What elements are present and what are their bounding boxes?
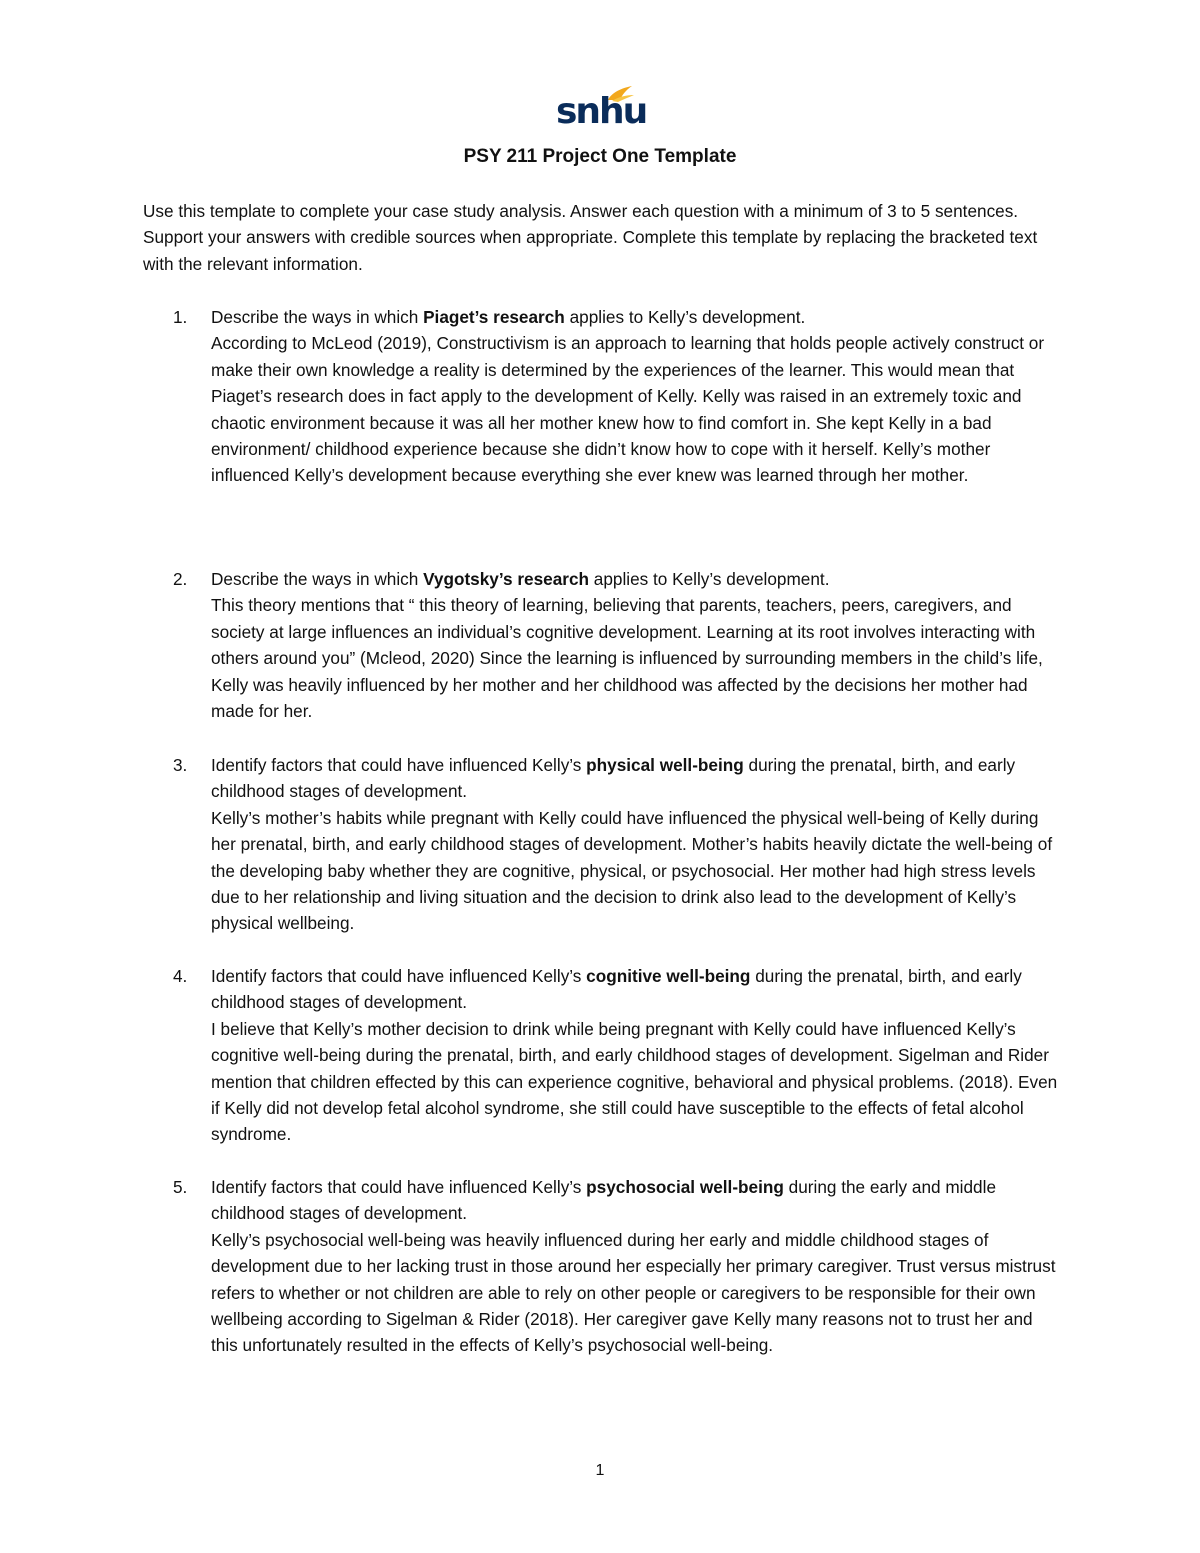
question-number: 5. xyxy=(173,1177,188,1197)
question-answer: This theory mentions that “ this theory of learning, believing that parents, teachers, peers, caregivers, and society at large influences an individual’s cognitive development. Learning at its root involves interacting with others around you” (Mcleod, 2020) Since the learning is influenced by surrounding members in the child’s life, Kelly was heavily influenced by her mother and her childhood was affected by the decisions her mother had made for her. xyxy=(211,595,1043,722)
question-prompt: Identify factors that could have influenced Kelly’s cognitive well-being during the prenatal, birth, and early childhood stages of development. xyxy=(211,966,1022,1013)
question-prompt: Identify factors that could have influenced Kelly’s psychosocial well-being during the early and middle childhood stages of development. xyxy=(211,1177,996,1224)
question-number: 3. xyxy=(173,755,188,775)
logo-wordmark: snhu xyxy=(556,91,647,132)
snhu-logo xyxy=(556,86,647,134)
page-title: PSY 211 Project One Template xyxy=(463,146,737,167)
question-number: 2. xyxy=(173,569,188,589)
question-answer: I believe that Kelly’s mother decision to drink while being pregnant with Kelly could have influenced Kelly’s cognitive well-being during the prenatal, birth, and early childhood stages of development. Sigelman and Rider mention that children effected by this can experience cognitive, behavioral and physical problems. (2018). Even if Kelly did not develop fetal alcohol syndrome, she still could have susceptible to the effects of fetal alcohol syndrome. xyxy=(211,1018,1058,1145)
question-answer: According to McLeod (2019), Constructivism is an approach to learning that holds people actively construct or make their own knowledge a reality is determined by the experiences of the learner. This would mean that Piaget’s research does in fact apply to the development of Kelly. Kelly was raised in an extremely toxic and chaotic environment because it was all her mother knew how to find comfort in. She kept Kelly in a bad environment/ childhood experience because she didn’t know how to cope with it herself. Kelly’s mother influenced Kelly’s development because everything she ever knew was learned through her mother. xyxy=(211,333,1045,486)
question-number: 4. xyxy=(173,966,188,986)
intro-paragraph: Use this template to complete your case study analysis. Answer each question with a minimum of 3 to 5 sentences. Support your answers with credible sources when appropriate. Complete this template by replacing the bracketed text with the relevant information. xyxy=(143,201,1038,274)
page-number: 1 xyxy=(595,1462,605,1479)
question-prompt: Identify factors that could have influenced Kelly’s physical well-being during the prenatal, birth, and early childhood stages of development. xyxy=(211,755,1016,802)
question-answer: Kelly’s psychosocial well-being was heavily influenced during her early and middle childhood stages of development due to her lacking trust in those around her especially her primary caregiver. Trust versus mistrust refers to whether or not children are able to rely on other people or caregivers to be responsible for their own wellbeing according to Sigelman & Rider (2018). Her caregiver gave Kelly many reasons not to trust her and this unfortunately resulted in the effects of Kelly’s psychosocial well-being. xyxy=(211,1229,1056,1356)
question-prompt: Describe the ways in which Piaget’s research applies to Kelly’s development. xyxy=(211,307,806,327)
question-number: 1. xyxy=(173,307,188,327)
question-answer: Kelly’s mother’s habits while pregnant with Kelly could have influenced the physical well-being of Kelly during her prenatal, birth, and early childhood stages of development. Mother’s habits heavily dictate the well-being of the developing baby whether they are cognitive, physical, or psychosocial. Her mother had high stress levels due to her relationship and living situation and the decision to drink also lead to the development of Kelly’s physical wellbeing. xyxy=(211,807,1053,934)
question-prompt: Describe the ways in which Vygotsky’s research applies to Kelly’s development. xyxy=(211,569,830,589)
